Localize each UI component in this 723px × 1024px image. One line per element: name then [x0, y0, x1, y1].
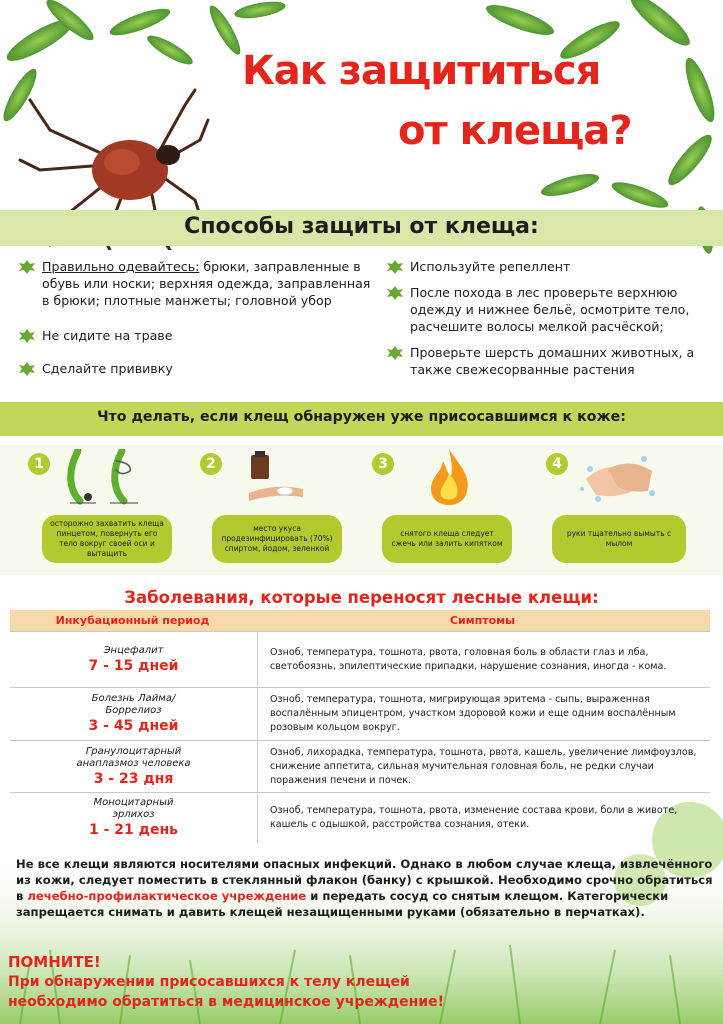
remember-text: При обнаружении присосавшихся к телу клещей необходимо обратиться в медицинское учреждение! — [8, 974, 444, 1010]
diseases-table — [10, 610, 710, 843]
disease-name: Энцефалит — [103, 644, 164, 656]
leaf-icon — [18, 259, 36, 275]
note-text-2a: Необходимо срочно обратиться в — [16, 873, 713, 903]
incubation-days: 3 - 45 дней — [88, 718, 179, 734]
table-row — [10, 741, 710, 793]
step-text: снятого клеща следует сжечь или залить кипятком — [382, 515, 512, 563]
actions-steps — [0, 445, 723, 575]
disease-name-2: Боррелиоз — [105, 705, 162, 716]
bullet-text: брюки, заправленные в обувь или носки; верхняя одежда, заправленная в брюки; плотные манжеты; головной убор — [42, 259, 371, 308]
step-number: 2 — [200, 453, 222, 475]
table-row — [10, 793, 710, 843]
protection-heading: Способы защиты от клеща: — [184, 214, 539, 239]
note-text-2b: и передать сосуд со снятым клещом. Категорически запрещается снимать и давить клещей незащищенными руками (обязательно в перчатках). — [16, 889, 669, 919]
column-header: Симптомы — [449, 614, 516, 627]
protection-left-list — [18, 258, 378, 377]
disease-name: Болезнь Лайма/ — [91, 693, 176, 704]
symptoms: Озноб, температура, тошнота, рвота, изменение состава крови, боли в животе, кашель с одышкой, расстройства сознания, отеки. — [258, 793, 711, 843]
list-item — [386, 258, 711, 275]
leaf-icon — [386, 285, 404, 301]
disinfect-icon — [245, 449, 305, 507]
incubation-days: 1 - 21 день — [89, 821, 178, 838]
leaf-icon — [386, 345, 404, 361]
bullet-text: Используйте репеллент — [410, 259, 571, 274]
disease-name-2: эрлихоз — [112, 808, 155, 820]
step-text: руки тщательно вымыть с мылом — [552, 515, 686, 563]
disease-name-2: анаплазмоз человека — [76, 757, 191, 769]
table-row — [10, 688, 710, 741]
step-number: 4 — [546, 453, 568, 475]
title-line-1: Как защититься — [242, 48, 601, 94]
step-text: место укуса продезинфицировать (70%) спиртом, йодом, зеленкой — [212, 515, 342, 563]
step-number: 3 — [372, 453, 394, 475]
leaf-icon — [386, 259, 404, 275]
bullet-text: Сделайте прививку — [42, 361, 173, 376]
title-line-2: от клеща? — [398, 108, 632, 154]
leaf-icon — [18, 361, 36, 377]
step-text: осторожно захватить клеща пинцетом, повернуть его тело вокруг своей оси и вытащить — [42, 515, 172, 563]
incubation-days: 7 - 15 дней — [88, 657, 179, 674]
step-number: 1 — [28, 453, 50, 475]
protection-right-list — [386, 258, 711, 378]
list-item — [386, 284, 711, 335]
tweezers-icon — [60, 449, 140, 507]
bullet-text: Не сидите на траве — [42, 328, 173, 343]
symptoms: Озноб, температура, тошнота, рвота, головная боль в области глаз и лба, светобоязнь, эпилептические припадки, нарушение сознания, иногда - кома. — [258, 632, 711, 688]
bullet-text: Проверьте шерсть домашних животных, а также свежесорванные растения — [410, 345, 695, 377]
note-paragraph — [16, 856, 716, 920]
list-item — [386, 344, 711, 378]
incubation-days: 3 - 23 дня — [93, 770, 174, 787]
remember-box — [8, 952, 478, 1012]
list-item — [18, 258, 378, 309]
list-item — [18, 360, 378, 377]
column-header: Инкубационный период — [55, 614, 210, 627]
fire-icon — [425, 447, 473, 507]
symptoms: Озноб, температура, тошнота, мигрирующая эритема - сыпь, выраженная воспалённым эпицентром, участком здоровой кожи и еще одним воспалённым розовым кольцом вокруг. — [258, 688, 711, 741]
handwash-icon — [578, 449, 658, 505]
list-item — [18, 327, 378, 344]
table-row — [10, 632, 710, 688]
actions-heading: Что делать, если клещ обнаружен уже присосавшимся к коже: — [97, 409, 626, 425]
remember-heading: ПОМНИТЕ! — [8, 953, 101, 971]
note-text-1: Не все клещи являются носителями опасных инфекций. Однако в любом случае клеща, извлечённого из кожи, следует поместить в стеклянный флакон (банку) с крышкой. — [16, 857, 713, 887]
table-header — [10, 610, 710, 631]
disease-name: Гранулоцитарный — [85, 745, 182, 757]
note-text-red: лечебно-профилактическое учреждение — [27, 889, 307, 903]
disease-name: Моноцитарный — [93, 796, 174, 808]
bullet-lead: Правильно одевайтесь: — [42, 259, 200, 274]
diseases-rows — [10, 631, 710, 843]
symptoms: Озноб, лихорадка, температура, тошнота, рвота, кашель, увеличение лимфоузлов, снижение аппетита, сильная мучительная головная боль, не редки случаи поражения печени и почек. — [258, 741, 711, 793]
leaf-icon — [18, 328, 36, 344]
diseases-heading: Заболевания, которые переносят лесные клещи: — [124, 588, 599, 607]
bullet-text: После похода в лес проверьте верхнюю одежду и нижнее бельё, осмотрите тело, расчешите волосы мелкой расчёской; — [410, 285, 690, 334]
